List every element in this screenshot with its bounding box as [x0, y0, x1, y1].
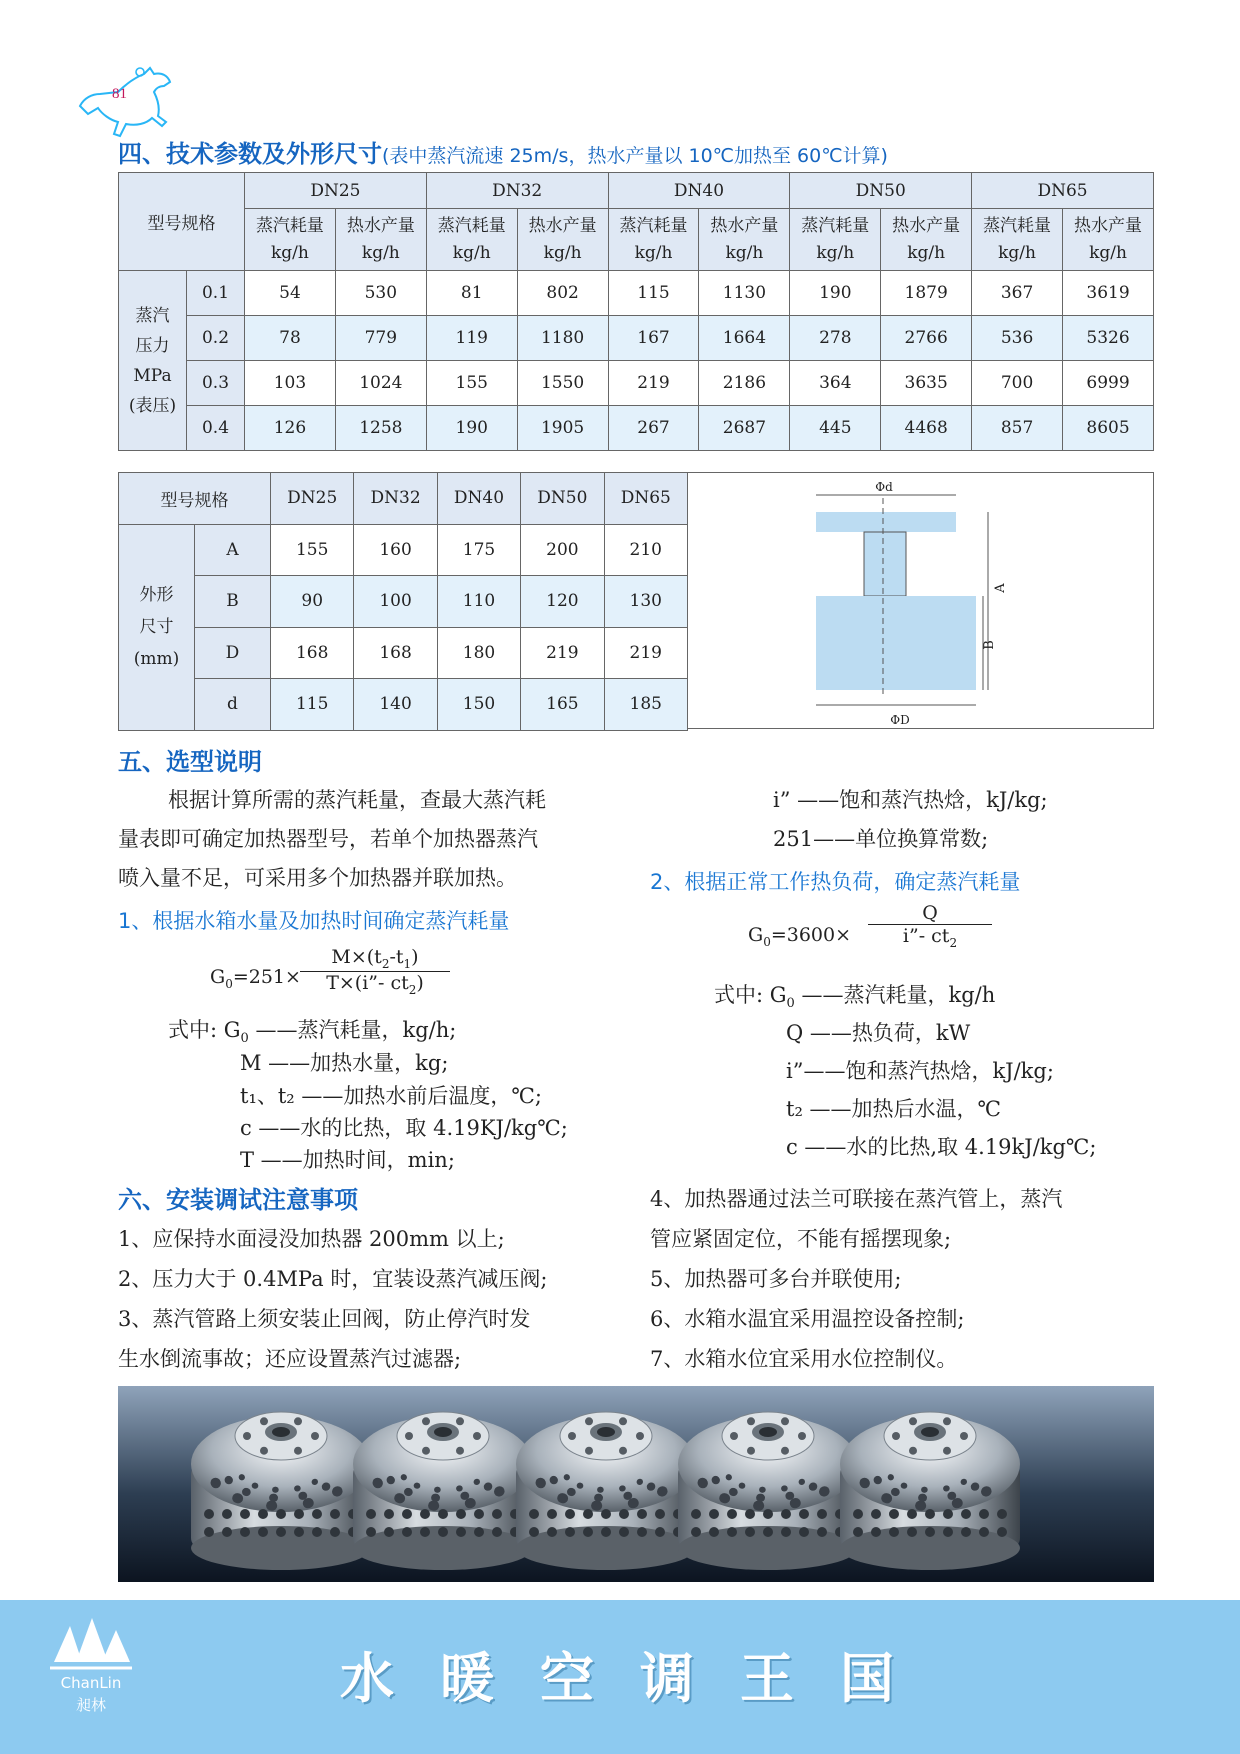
table-cell: 364: [790, 361, 881, 406]
table-cell: 120: [521, 576, 604, 628]
table-cell: 4468: [881, 406, 972, 451]
table-cell: 175: [437, 524, 520, 576]
method1-def-M: M ——加热水量，kg;: [240, 1051, 449, 1075]
right-def-251: 251——单位换算常数;: [773, 827, 989, 851]
formula1-denominator: T×(i”- $ct_2$): [326, 971, 424, 997]
section4-note: (表中蒸汽流速 25m/s，热水产量以 10℃加热至 60℃计算): [382, 145, 888, 167]
table-cell: 126: [245, 406, 336, 451]
table-cell: 100: [354, 576, 437, 628]
table-cell: 155: [426, 361, 517, 406]
hot-water-output-header: 热水产量 kg/h: [517, 209, 608, 271]
table-row: [119, 576, 688, 628]
heater-unit: [191, 1412, 371, 1570]
table-cell: 168: [271, 627, 354, 679]
model-header: DN40: [437, 473, 520, 525]
table-cell: 5326: [1063, 316, 1154, 361]
table-cell: 700: [972, 361, 1063, 406]
dim-A-label: A: [993, 583, 1008, 593]
table-cell: 150: [437, 679, 520, 731]
formula1-numerator: $M\times(t_2-t_1)$: [331, 946, 419, 971]
section5-title: 五、选型说明: [118, 748, 262, 776]
table-cell: 857: [972, 406, 1063, 451]
model-header: DN25: [245, 173, 427, 209]
intro-line-3: 喷入量不足，可采用多个加热器并联加热。: [118, 866, 517, 890]
method1-title: 1、根据水箱水量及加热时间确定蒸汽耗量: [118, 909, 510, 933]
table-row: [119, 679, 688, 731]
steam-consumption-header: 蒸汽耗量 kg/h: [426, 209, 517, 271]
steam-consumption-header: 蒸汽耗量 kg/h: [608, 209, 699, 271]
table-cell: 160: [354, 524, 437, 576]
spec-header: 型号规格: [119, 173, 245, 271]
formula2-fraction: [868, 902, 992, 950]
table-cell: 3619: [1063, 271, 1154, 316]
table-cell: 110: [437, 576, 520, 628]
method2-where: 式中: $G_0$ ——蒸汽耗量，kg/h: [714, 983, 996, 1012]
steam-heaters-photo: [118, 1386, 1154, 1582]
table-cell: 165: [521, 679, 604, 731]
model-header: DN25: [271, 473, 354, 525]
dimension-key: d: [195, 679, 271, 731]
model-header: DN65: [604, 473, 687, 525]
method2-def-i: i”——饱和蒸汽热焓，kJ/kg;: [786, 1059, 1054, 1083]
table-cell: 1879: [881, 271, 972, 316]
horse-logo-icon: [74, 64, 174, 144]
table-cell: 219: [604, 627, 687, 679]
table-cell: 1664: [699, 316, 790, 361]
dimension-key: B: [195, 576, 271, 628]
note-7: 7、水箱水位宜采用水位控制仪。: [650, 1347, 958, 1371]
method2-def-t2: t₂ ——加热后水温，℃: [786, 1097, 1002, 1121]
hot-water-output-header: 热水产量 kg/h: [881, 209, 972, 271]
table-cell: 155: [271, 524, 354, 576]
table-cell: 1905: [517, 406, 608, 451]
note-4-cont: 管应紧固定位，不能有摇摆现象;: [650, 1227, 952, 1251]
hot-water-output-header: 热水产量 kg/h: [335, 209, 426, 271]
table-cell: 168: [354, 627, 437, 679]
dimension-key: D: [195, 627, 271, 679]
brand-en: ChanLin: [60, 1674, 122, 1692]
note-3: 3、蒸汽管路上须安装止回阀，防止停汽时发: [118, 1307, 531, 1331]
table-cell: 210: [604, 524, 687, 576]
dimension-key: A: [195, 524, 271, 576]
heater-unit: [516, 1412, 696, 1570]
steam-consumption-header: 蒸汽耗量 kg/h: [790, 209, 881, 271]
table-cell: 140: [354, 679, 437, 731]
note-5: 5、加热器可多台并联使用;: [650, 1267, 902, 1291]
table-cell: 2766: [881, 316, 972, 361]
table-cell: 90: [271, 576, 354, 628]
table-cell: 1024: [335, 361, 426, 406]
table-cell: 200: [521, 524, 604, 576]
method2-title: 2、根据正常工作热负荷，确定蒸汽耗量: [650, 870, 1021, 894]
table-cell: 115: [608, 271, 699, 316]
table-row: [119, 627, 688, 679]
table-cell: 278: [790, 316, 881, 361]
section4-heading: 四、技术参数及外形尺寸: [118, 140, 382, 168]
table-cell: 1180: [517, 316, 608, 361]
formula2-numerator: Q: [922, 902, 938, 924]
pressure-value: 0.3: [187, 361, 245, 406]
page-number: 81: [112, 86, 127, 102]
phi-d-label: Φd: [875, 480, 893, 494]
method1-def-t: t₁、t₂ ——加热水前后温度，℃;: [240, 1084, 542, 1108]
table-cell: 2186: [699, 361, 790, 406]
table-cell: 190: [426, 406, 517, 451]
brand-cn: 昶林: [75, 1696, 107, 1714]
intro-line-2: 量表即可确定加热器型号，若单个加热器蒸汽: [118, 827, 538, 851]
table-cell: 802: [517, 271, 608, 316]
footer-slogan: 水暖空调王国: [340, 1647, 940, 1710]
table-cell: 445: [790, 406, 881, 451]
table-cell: 219: [608, 361, 699, 406]
hot-water-output-header: 热水产量 kg/h: [699, 209, 790, 271]
pressure-value: 0.1: [187, 271, 245, 316]
model-header: DN32: [426, 173, 608, 209]
product-photo-band: [118, 1386, 1154, 1582]
table-cell: 6999: [1063, 361, 1154, 406]
note-1: 1、应保持水面浸没加热器 200mm 以上;: [118, 1227, 505, 1251]
table-row: [119, 316, 1154, 361]
section4-title: [118, 134, 888, 169]
section6-title: 六、安装调试注意事项: [118, 1186, 358, 1214]
formula1-lhs: $G_0=251\times$: [210, 966, 301, 991]
method1-def-T: T ——加热时间，min;: [240, 1148, 455, 1172]
dimension-label: 外形 尺寸 (mm): [119, 524, 195, 730]
steam-consumption-table: [118, 172, 1154, 451]
heater-dimension-diagram: [688, 472, 1154, 729]
pressure-value: 0.4: [187, 406, 245, 451]
spec-header: 型号规格: [119, 473, 271, 525]
method1-where: 式中: $G_0$ ——蒸汽耗量，kg/h;: [168, 1018, 457, 1047]
model-header: DN40: [608, 173, 790, 209]
dim-B-label: B: [982, 640, 997, 650]
table-cell: 167: [608, 316, 699, 361]
table-cell: 119: [426, 316, 517, 361]
hot-water-output-header: 热水产量 kg/h: [1063, 209, 1154, 271]
table-cell: 115: [271, 679, 354, 731]
pressure-value: 0.2: [187, 316, 245, 361]
heater-unit: [353, 1412, 533, 1570]
steam-consumption-header: 蒸汽耗量 kg/h: [245, 209, 336, 271]
note-4: 4、加热器通过法兰可联接在蒸汽管上，蒸汽: [650, 1187, 1063, 1211]
table-row: [119, 361, 1154, 406]
heater-unit: [678, 1412, 858, 1570]
method1-def-c: c ——水的比热，取 4.19KJ/kg℃;: [240, 1116, 568, 1140]
table-row: [119, 271, 1154, 316]
table-cell: 1258: [335, 406, 426, 451]
chanlin-logo-icon: [46, 1612, 136, 1732]
table-row: [119, 524, 688, 576]
right-def-i: i” ——饱和蒸汽热焓，kJ/kg;: [773, 788, 1048, 812]
note-2: 2、压力大于 0.4MPa 时，宜装设蒸汽减压阀;: [118, 1267, 548, 1291]
formula2-denominator: i”- $ct_2$: [902, 925, 958, 950]
model-header: DN50: [790, 173, 972, 209]
table-cell: 1130: [699, 271, 790, 316]
table-cell: 3635: [881, 361, 972, 406]
model-header: DN50: [521, 473, 604, 525]
method2-def-Q: Q ——热负荷，kW: [786, 1021, 971, 1045]
table-cell: 1550: [517, 361, 608, 406]
table-cell: 530: [335, 271, 426, 316]
pressure-label: 蒸汽 压力 MPa (表压): [119, 271, 187, 451]
table-cell: 2687: [699, 406, 790, 451]
table-cell: 190: [790, 271, 881, 316]
heater-unit: [840, 1412, 1020, 1570]
table-cell: 81: [426, 271, 517, 316]
table-cell: 130: [604, 576, 687, 628]
formula2-lhs: $G_0=3600\times$: [748, 924, 852, 949]
table-cell: 78: [245, 316, 336, 361]
model-header: DN32: [354, 473, 437, 525]
table-row: [119, 406, 1154, 451]
steam-consumption-header: 蒸汽耗量 kg/h: [972, 209, 1063, 271]
table-cell: 54: [245, 271, 336, 316]
formula1-fraction: [300, 946, 450, 997]
table-cell: 103: [245, 361, 336, 406]
intro-line-1: 根据计算所需的蒸汽耗量，查最大蒸汽耗: [168, 788, 546, 812]
table-cell: 219: [521, 627, 604, 679]
table-cell: 779: [335, 316, 426, 361]
model-header: DN65: [972, 173, 1154, 209]
dimension-table: [118, 472, 688, 731]
heater-diagram-svg: [688, 473, 1154, 730]
table-cell: 267: [608, 406, 699, 451]
note-3-cont: 生水倒流事故；还应设置蒸汽过滤器;: [118, 1347, 462, 1371]
method2-def-c: c ——水的比热,取 4.19kJ/kg℃;: [786, 1135, 1097, 1159]
note-6: 6、水箱水温宜采用温控设备控制;: [650, 1307, 965, 1331]
table-cell: 185: [604, 679, 687, 731]
table-cell: 180: [437, 627, 520, 679]
table-cell: 367: [972, 271, 1063, 316]
table-cell: 8605: [1063, 406, 1154, 451]
table-cell: 536: [972, 316, 1063, 361]
phi-D-label: ΦD: [890, 713, 910, 727]
